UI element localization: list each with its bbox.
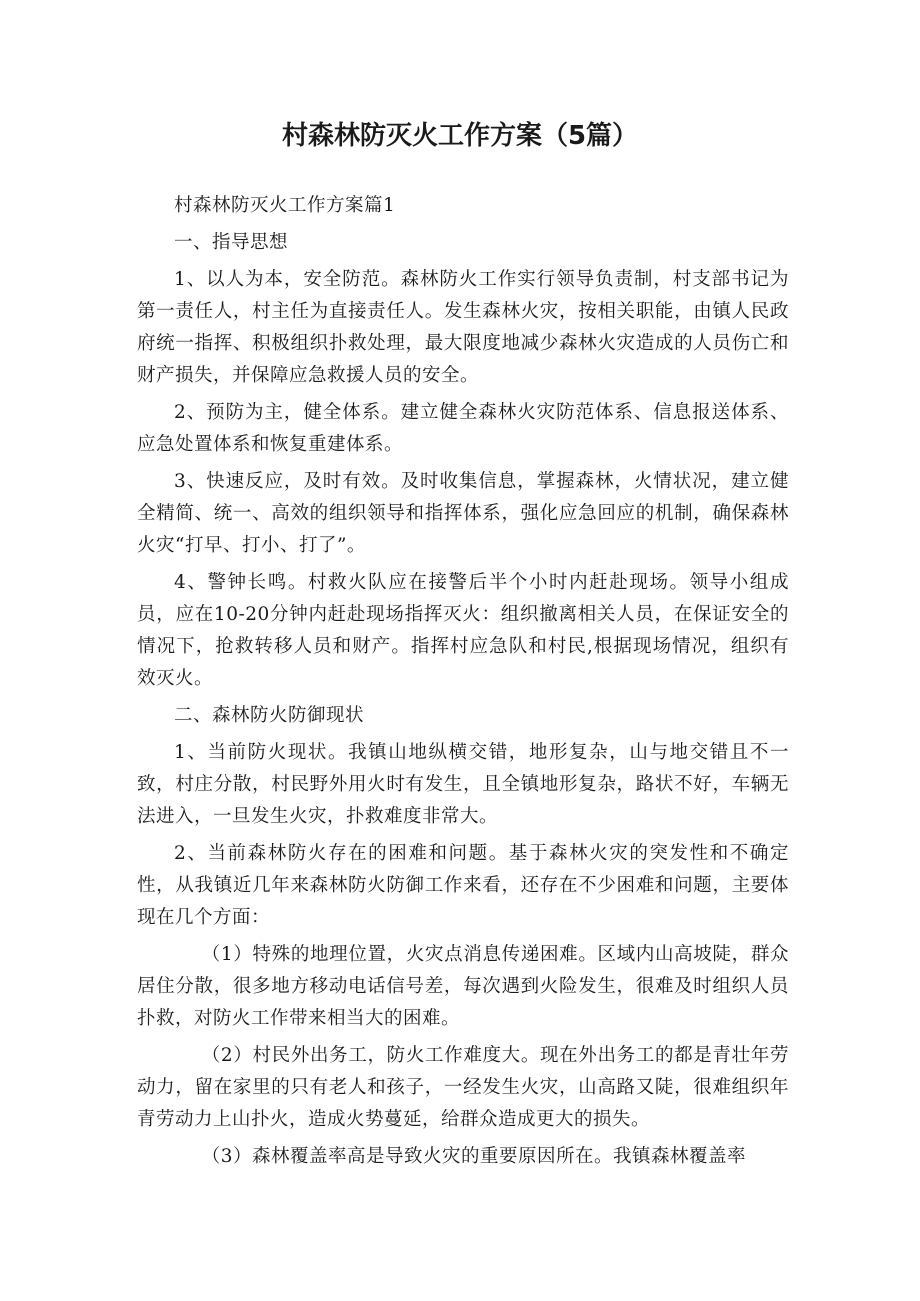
body-paragraph: 3、快速反应，及时有效。及时收集信息，掌握森林，火情状况，建立健全精简、统一、高效的组织领导和指挥体系，强化应急回应的机制，确保森林火灾“打早、打小、打了”。 [137, 471, 789, 556]
body-paragraph: 1、当前防火现状。我镇山地纵横交错，地形复杂，山与地交错且不一致，村庄分散，村民野外用火时有发生，且全镇地形复杂，路状不好，车辆无法进入，一旦发生火灾，扑救难度非常大。 [137, 742, 789, 827]
list-paragraph: （1）特殊的地理位置，火灾点消息传递困难。区域内山高坡陡，群众居住分散，很多地方移动电话信号差，每次遇到火险发生，很难及时组织人员扑救，对防火工作带来相当大的困难。 [137, 944, 789, 1029]
subsection-heading: 一、指导思想 [174, 232, 289, 253]
body-paragraph: 1、以人为本，安全防范。森林防火工作实行领导负责制，村支部书记为第一责任人，村主任为直接责任人。发生森林火灾，按相关职能，由镇人民政府统一指挥、积极组织扑救处理，最大限度地减少森林火灾造成的人员伤亡和财产损失，并保障应急救援人员的安全。 [137, 269, 789, 386]
list-paragraph: （2）村民外出务工，防火工作难度大。现在外出务工的都是青壮年劳动力，留在家里的只有老人和孩子，一经发生火灾，山高路又陡，很难组织年青劳动力上山扑火，造成火势蔓延，给群众造成更大的损失。 [137, 1045, 789, 1130]
body-paragraph: 2、当前森林防火存在的困难和问题。基于森林火灾的突发性和不确定性，从我镇近几年来森林防火防御工作来看，还存在不少困难和问题，主要体现在几个方面： [137, 843, 789, 928]
document-body [137, 190, 789, 1178]
list-paragraph: （3）森林覆盖率高是导致火灾的重要原因所在。我镇森林覆盖率 [201, 1146, 747, 1167]
subsection-heading: 二、森林防火防御现状 [174, 705, 365, 726]
document-title: 村森林防灭火工作方案（5篇） [281, 121, 639, 151]
body-paragraph: 2、预防为主，健全体系。建立健全森林火灾防范体系、信息报送体系、应急处置体系和恢复重建体系。 [137, 402, 789, 455]
section-heading: 村森林防灭火工作方案篇1 [174, 195, 396, 216]
body-paragraph: 4、警钟长鸣。村救火队应在接警后半个小时内赶赴现场。领导小组成员，应在10-20分钟内赶赴现场指挥灭火：组织撤离相关人员，在保证安全的情况下，抢救转移人员和财产。指挥村应急队和村民,根据现场情况，组织有效灭火。 [137, 572, 789, 689]
